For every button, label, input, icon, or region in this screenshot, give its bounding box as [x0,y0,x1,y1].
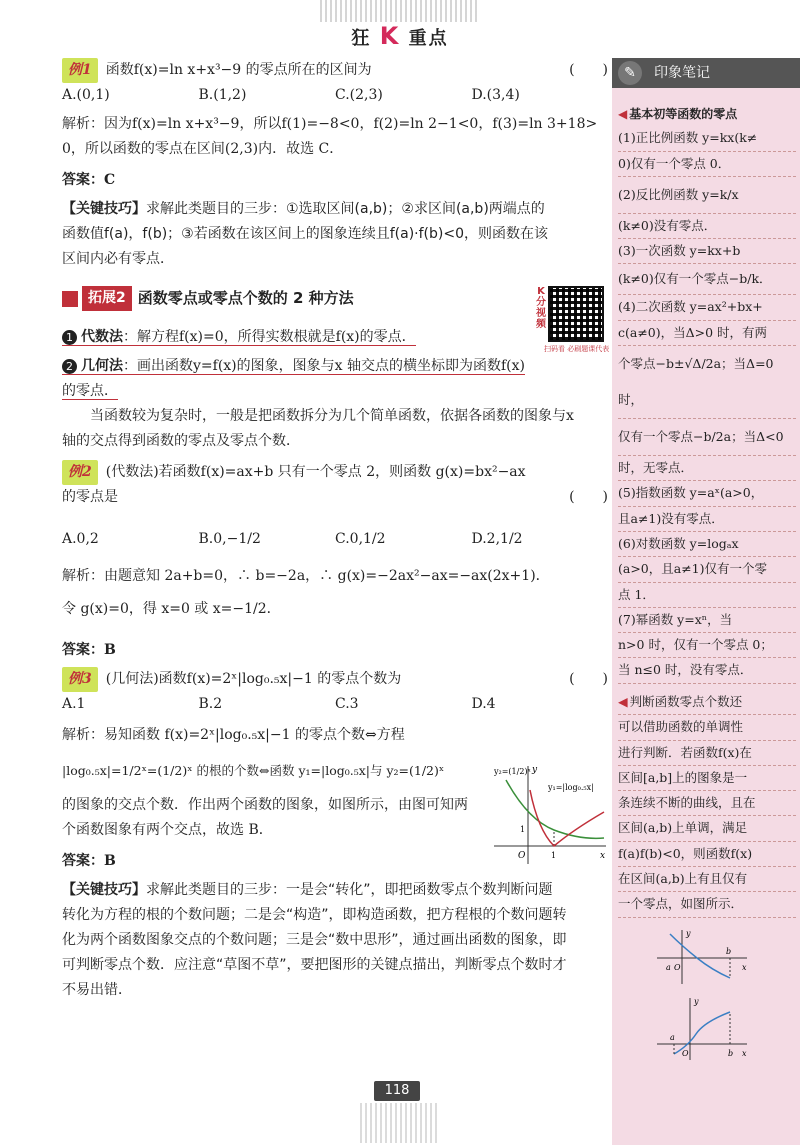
ex3-solution-2: |log₀.₅x|=1/2ˣ=(1/2)ˣ 的根的个数⇔函数 y₁=|log₀.₅x|与 y₂=(1/2)ˣ [62,763,445,778]
book-title: 狂 K 重点 [351,22,449,50]
sidebar-section-1: ◀ 基本初等函数的零点 (1)正比例函数 y=kx(k≠ 0)仅有一个零点 0． (2)反比例函数 y=k/x (k≠0)没有零点． (3)一次函数 y=kx+b (k≠0)仅有一个零点−b/k． (4)二次函数 y=ax²+bx+ c(a≠0)，当Δ>0 时，有两 个零点−b±√Δ/2a；当Δ=0 时， 仅有一个零点−b/2a；当Δ<0 时，无零点． (5)指数函数 y=aˣ(a>0， 且a≠1)没有零点． (6)对数函数 y=logₐx (a>0，且a≠1)仅有一个零 点 1． (7)幂函数 y=xⁿ，当 n>0 时，仅有一个零点 0； 当 n≤0 时，没有零点． [618,102,796,684]
ex3-question: 例3 (几何法)函数f(x)=2ˣ|log₀.₅x|−1 的零点个数为 ( ) [62,667,608,692]
svg-text:x: x [600,851,606,861]
ex3-solution-3: 的图象的交点个数．作出两个函数的图象，如图所示，由图可知两 [62,797,468,813]
ext2-method-2-cont: 的零点． [62,383,118,399]
svg-text:b: b [726,947,732,956]
svg-text:a: a [670,1033,675,1042]
ext2-para-1: 当函数较为复杂时，一般是把函数拆分为几个简单函数，依据各函数的图象与x [90,408,574,424]
k-logo: K [379,22,401,50]
qr-image[interactable] [548,286,604,342]
ex3-answer: 答案：B [62,853,116,869]
increasing-curve [674,1012,730,1054]
sidebar-section-2: ◀ 判断函数零点个数还 可以借助函数的单调性 进行判断．若函数f(x)在 区间[a,b]上的图象是一 条连续不断的曲线，且在 区间(a,b)上单调，满足 f(a)f(b)<0，则函数f(x) 在区间(a,b)上有且仅有 一个零点，如图所示． [618,690,796,918]
ex2-solution-1: 解析：由题意知 2a+b=0，∴ b=−2a，∴ g(x)=−2ax²−ax=−ax(2x+1)． [62,568,550,584]
number-two-icon: 2 [62,359,77,374]
ex2-solution-2: 令 g(x)=0，得 x=0 或 x=−1/2． [62,601,281,617]
ex1-answer: 答案：C [62,172,116,188]
sidebar-s1-heading: ◀ 基本初等函数的零点 [618,102,796,126]
svg-text:a: a [666,963,671,972]
svg-text:y: y [686,929,691,938]
page-number: 118 [374,1081,420,1101]
ex2-options: A.0,2 B.0,−1/2 C.0,1/2 D.2,1/2 [62,531,523,547]
svg-text:y: y [694,997,699,1006]
svg-text:b: b [728,1049,734,1058]
ex3-solution-1: 解析：易知函数 f(x)=2ˣ|log₀.₅x|−1 的零点个数⇔方程 [62,727,405,743]
ex1-tag: 例1 [62,58,98,83]
ex1-tip-1: 【关键技巧】求解此类题目的三步：①选取区间(a,b)；②求区间(a,b)两端点的 [62,201,545,217]
ex2-question-1: 例2 (代数法)若函数f(x)=ax+b 只有一个零点 2，则函数 g(x)=bx²−ax [62,460,608,485]
ex3-tip-3: 化为两个函数图象交点的个数问题；三是会“数中思形”，通过画出函数的图象，即 [62,932,567,948]
notebook-icon: ✎ [618,61,642,85]
qr-k-label: K分视频 [536,286,546,330]
ex3-solution-4: 个函数图象有两个交点，故选 B． [62,822,273,838]
ex3-tip-5: 不易出错． [62,982,132,998]
svg-text:x: x [742,1049,747,1058]
ext2-method-2: 2 几何法：画出函数y=f(x)的图象，图象与x 轴交点的横坐标即为函数f(x) [62,354,608,379]
ex1-tip-3: 区间内必有零点． [62,251,174,267]
svg-text:1: 1 [520,825,526,834]
ex2-answer: 答案：B [62,642,116,658]
ext2-heading: 拓展2 函数零点或零点个数的 2 种方法 [62,286,608,311]
ex1-question: 例1 函数f(x)=ln x+x³−9 的零点所在的区间为 ( ) [62,58,608,83]
sidebar-graph-1 [652,926,752,986]
ex3-tip-4: 可判断零点个数．应注意“草图不草”，要把图形的关键点描出，判断零点个数时才 [62,957,567,973]
ex1-options: A.(0,1) B.(1,2) C.(2,3) D.(3,4) [62,87,520,103]
qr-code[interactable] [534,286,610,356]
ex3-graph [488,760,610,870]
qr-caption: 扫码看 必刷题课代表 [544,345,610,353]
ex3-tip-2: 转化为方程的根的个数问题；二是会“构造”，即构造函数，把方程根的个数问题转 [62,907,567,923]
sidebar-notes [612,58,800,1145]
svg-text:y: y [532,765,538,775]
header-decoration [320,0,480,22]
page-header [0,0,800,60]
ex3-tip-1: 【关键技巧】求解此类题目的三步：一是会“转化”，即把函数零点个数判断问题 [62,882,553,898]
sidebar-header: ✎ 印象笔记 [612,58,800,88]
ex1-tip-2: 函数值f(a)，f(b)；③若函数在该区间上的图象连续且f(a)·f(b)<0，则函数在该 [62,226,548,242]
svg-text:O: O [674,963,681,972]
y2-label: y₂=(1/2)ˣ [494,767,531,776]
svg-text:O: O [518,851,526,861]
ex3-tag: 例3 [62,667,98,692]
ex3-options: A.1 B.2 C.3 D.4 [62,696,496,712]
ext2-para-2: 轴的交点得到函数的零点及零点个数． [62,433,300,449]
ext2-method-1: 1 代数法：解方程f(x)=0，所得实数根就是f(x)的零点． [62,325,608,350]
footer-decoration [360,1103,440,1143]
ex1-solution-1: 解析：因为f(x)=ln x+x³−9，所以f(1)=−8<0，f(2)=ln 2−1<0，f(3)=ln 3+18> [62,116,598,132]
ex1-solution-2: 0，所以函数的零点在区间(2,3)内．故选 C． [62,141,344,157]
svg-text:1: 1 [551,851,557,860]
sidebar-graph-2 [652,994,752,1064]
ex2-question-2: 的零点是 ( ) [62,489,608,505]
book-icon [62,291,78,307]
ex2-tag: 例2 [62,460,98,485]
svg-text:O: O [682,1049,689,1058]
number-one-icon: 1 [62,330,77,345]
y1-label: y₁=|log₀.₅x| [548,783,594,792]
svg-text:x: x [742,963,747,972]
